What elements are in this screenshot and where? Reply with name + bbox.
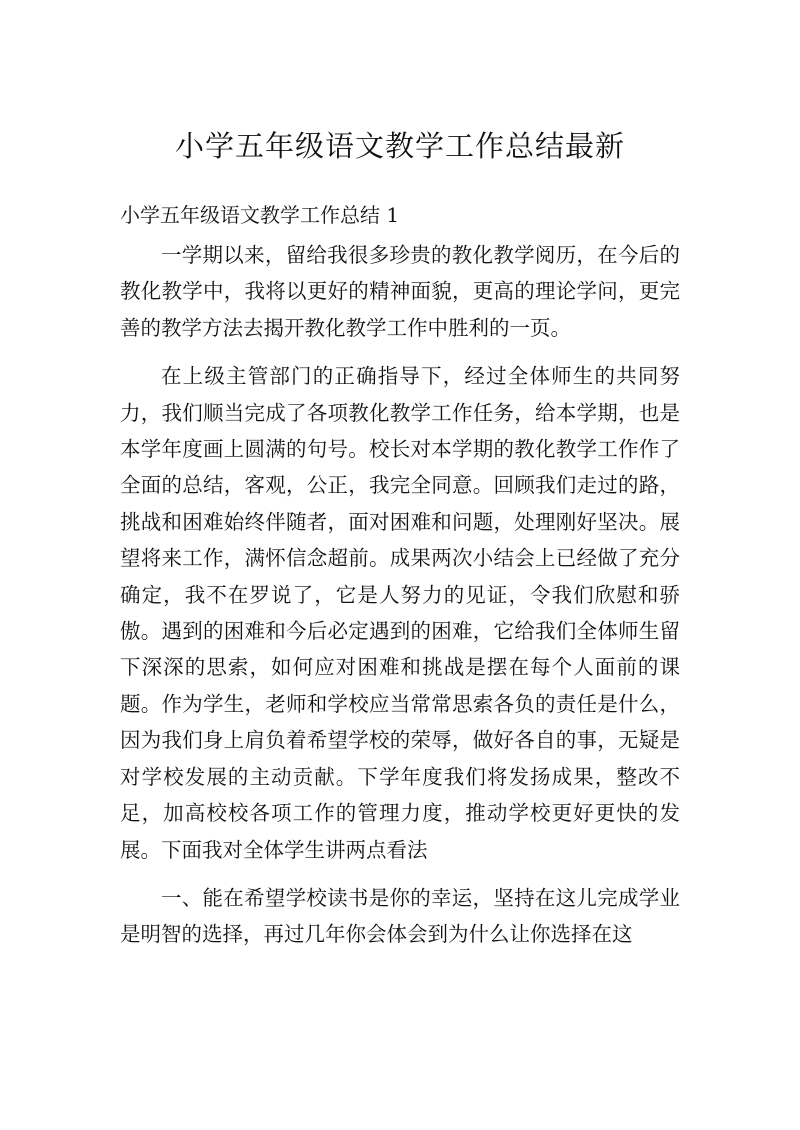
paragraph: 一学期以来，留给我很多珍贵的教化教学阅历，在今后的教化教学中，我将以更好的精神面貌，更高的理论学问，更完善的教学方法去揭开教化教学工作中胜利的一页。: [120, 243, 680, 340]
document-body: [120, 237, 680, 965]
section-heading: 小学五年级语文教学工作总结 1: [120, 203, 400, 227]
paragraph: 在上级主管部门的正确指导下，经过全体师生的共同努力，我们顺当完成了各项教化教学工作任务，给本学期，也是本学年度画上圆满的句号。校长对本学期的教化教学工作作了全面的总结，客观，公正，我完全同意。回顾我们走过的路，挑战和困难始终伴随者，面对困难和问题，处理刚好坚决。展望将来工作，满怀信念超前。成果两次小结会上已经做了充分确定，我不在罗说了，它是人努力的见证，令我们欣慰和骄傲。遇到的困难和今后必定遇到的困难，它给我们全体师生留下深深的思索，如何应对困难和挑战是摆在每个人面前的课题。作为学生，老师和学校应当常常思索各负的责任是什么，因为我们身上肩负着希望学校的荣辱，做好各自的事，无疑是对学校发展的主动贡献。下学年度我们将发扬成果，整改不足，加高校校各项工作的管理力度，推动学校更好更快的发展。下面我对全体学生讲两点看法: [120, 364, 680, 862]
document-title: 小学五年级语文教学工作总结最新: [174, 129, 625, 163]
paragraph: 一、能在希望学校读书是你的幸运，坚持在这儿完成学业是明智的选择，再过几年你会体会到为什么让你选择在这: [120, 885, 680, 947]
